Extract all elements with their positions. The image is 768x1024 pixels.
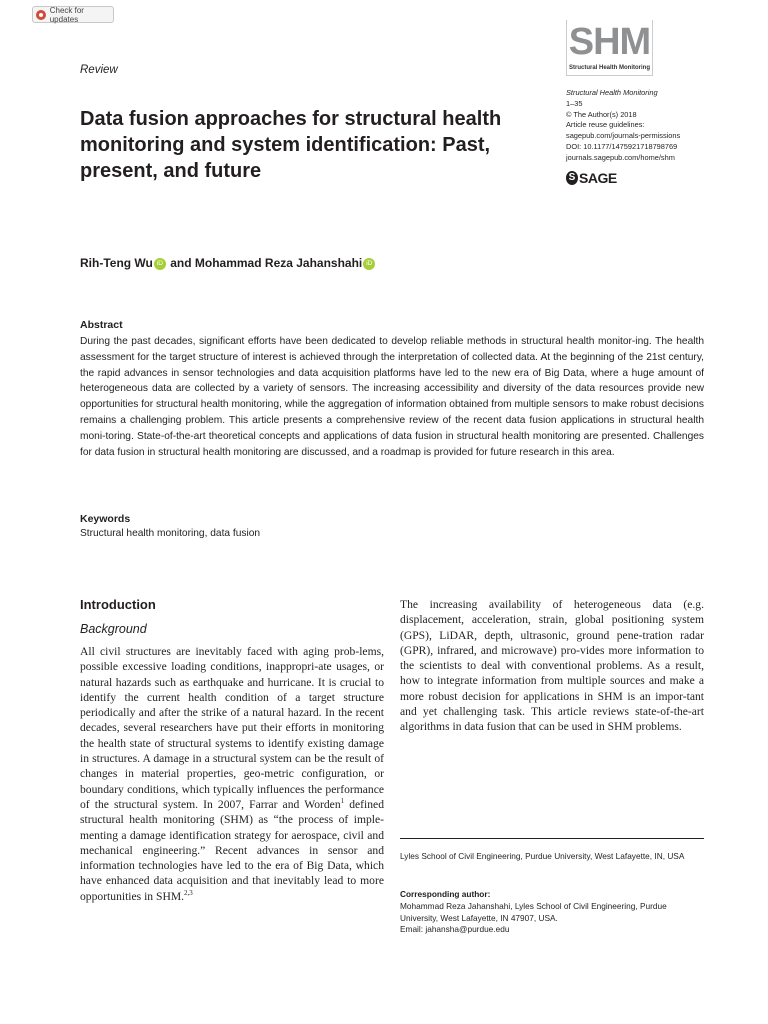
body-text: defined structural health monitoring (SHM) as “the process of imple-menting a damage identification strategy for aerospace, civil and mechanical engineering.” Recent advances in sensor and information technologies have led to the era of Big Data, which have enhanced data acquisition and that inevitably lead to more opportunities in SHM. bbox=[80, 797, 385, 903]
reuse-guidelines: Article reuse guidelines: bbox=[566, 120, 645, 130]
author-connector: and bbox=[166, 256, 195, 270]
journal-logo-subtitle: Structural Health Monitoring bbox=[569, 65, 650, 71]
journal-home-link[interactable]: journals.sagepub.com/home/shm bbox=[566, 152, 675, 162]
journal-meta bbox=[566, 88, 680, 164]
article-title: Data fusion approaches for structural health monitoring and system identification: Past, present, and future bbox=[80, 108, 502, 182]
abstract-text: During the past decades, significant efforts have been dedicated to develop reliable methods in structural health monitor-ing. The health assessment for the target structure of interest is achieved through the interpretation of collected data. At the beginning of the 21st century, the rapid advances in sensor technologies and data acquisition platforms have led to the new era of Big Data, where a huge amount of heterogeneous data are collected by a variety of sensors. The increasing accessibility and diversity of the data resources provide new opportunities for structural health monitoring, while the aggregation of information obtained from multiple sensors to make robust decisions remains a challenging problem. This article presents a comprehensive review of the recent data fusion applications in structural health moni-toring. State-of-the-art theoretical concepts and applications of data fusion in structural health monitoring are presented. Challenges for data fusion in structural health monitoring are discussed, and a roadmap is provided for future research in this area. bbox=[80, 336, 704, 458]
corresponding-author-heading: Corresponding author: bbox=[400, 889, 491, 899]
update-icon bbox=[36, 10, 46, 20]
publisher-logo bbox=[566, 170, 617, 186]
abstract-heading: Abstract bbox=[80, 319, 123, 331]
doi[interactable]: DOI: 10.1177/1475921718798769 bbox=[566, 141, 678, 151]
corresponding-author-email[interactable]: Email: jahansha@purdue.edu bbox=[400, 924, 510, 935]
publisher-name: SAGE bbox=[579, 170, 617, 186]
author-list bbox=[80, 256, 376, 270]
check-for-updates-button[interactable] bbox=[32, 6, 114, 23]
author-name[interactable]: Rih-Teng Wu bbox=[80, 256, 153, 270]
keywords-heading: Keywords bbox=[80, 513, 131, 525]
orcid-icon[interactable]: iD bbox=[363, 258, 375, 270]
footnote-divider bbox=[400, 838, 704, 839]
sage-mark-icon: S bbox=[566, 171, 578, 185]
permissions-link[interactable]: sagepub.com/journals-permissions bbox=[566, 131, 681, 141]
affiliation: Lyles School of Civil Engineering, Purdue University, West Lafayette, IN, USA bbox=[400, 851, 685, 861]
subsection-heading: Background bbox=[80, 622, 147, 636]
orcid-icon[interactable]: iD bbox=[154, 258, 166, 270]
copyright: © The Author(s) 2018 bbox=[566, 109, 637, 119]
page-range: 1–35 bbox=[566, 98, 583, 108]
body-paragraph bbox=[80, 644, 384, 904]
citation-ref[interactable]: 1 bbox=[340, 797, 345, 806]
section-label: Review bbox=[80, 64, 118, 76]
citation-ref[interactable]: 2,3 bbox=[184, 888, 193, 897]
body-paragraph: The increasing availability of heterogeneous data (e.g. displacement, acceleration, strain, global positioning system (GPS), LiDAR, depth, ultrasonic, ground pene-tration radar (GPR), infrared, and microwave) pro-vides more information to the scientists to deal with conventional problems. As a result, how to integrate information from multiple sources and make a more robust decision for applications in SHM is an impor-tant and yet challenging task. This article reviews state-of-the-art algorithms in data fusion that can be used in SHM problems. bbox=[400, 598, 704, 734]
corresponding-author bbox=[400, 901, 704, 936]
check-for-updates-label: Check for updates bbox=[49, 5, 84, 24]
keywords-text: Structural health monitoring, data fusion bbox=[80, 528, 261, 539]
author-name[interactable]: Mohammad Reza Jahanshahi bbox=[194, 256, 363, 270]
journal-name: Structural Health Monitoring bbox=[566, 88, 658, 97]
body-text: All civil structures are inevitably faced with aging prob-lems, possible excessive loading conditions, inappropri-ate usages, or natural hazards such as earthquake and hurricane. It is crucial to identify the current health condition of a target structure periodically and after the strike of a natural hazard. In the recent decades, several researchers have put their efforts in monitoring the health state of structural systems to identify existing damage in structures. A damage in a structural system can be the result of changes in material properties, geo-metric configuration, or boundary conditions, which typically influences the performance of the structural system. In 2007, Farrar and Worden bbox=[80, 645, 384, 811]
journal-logo bbox=[566, 20, 653, 76]
journal-logo-letters: SHM bbox=[568, 21, 651, 63]
section-heading: Introduction bbox=[80, 597, 156, 612]
corresponding-author-address: Mohammad Reza Jahanshahi, Lyles School of Civil Engineering, Purdue University, West Lafayette, IN 47907, USA. bbox=[400, 901, 667, 923]
